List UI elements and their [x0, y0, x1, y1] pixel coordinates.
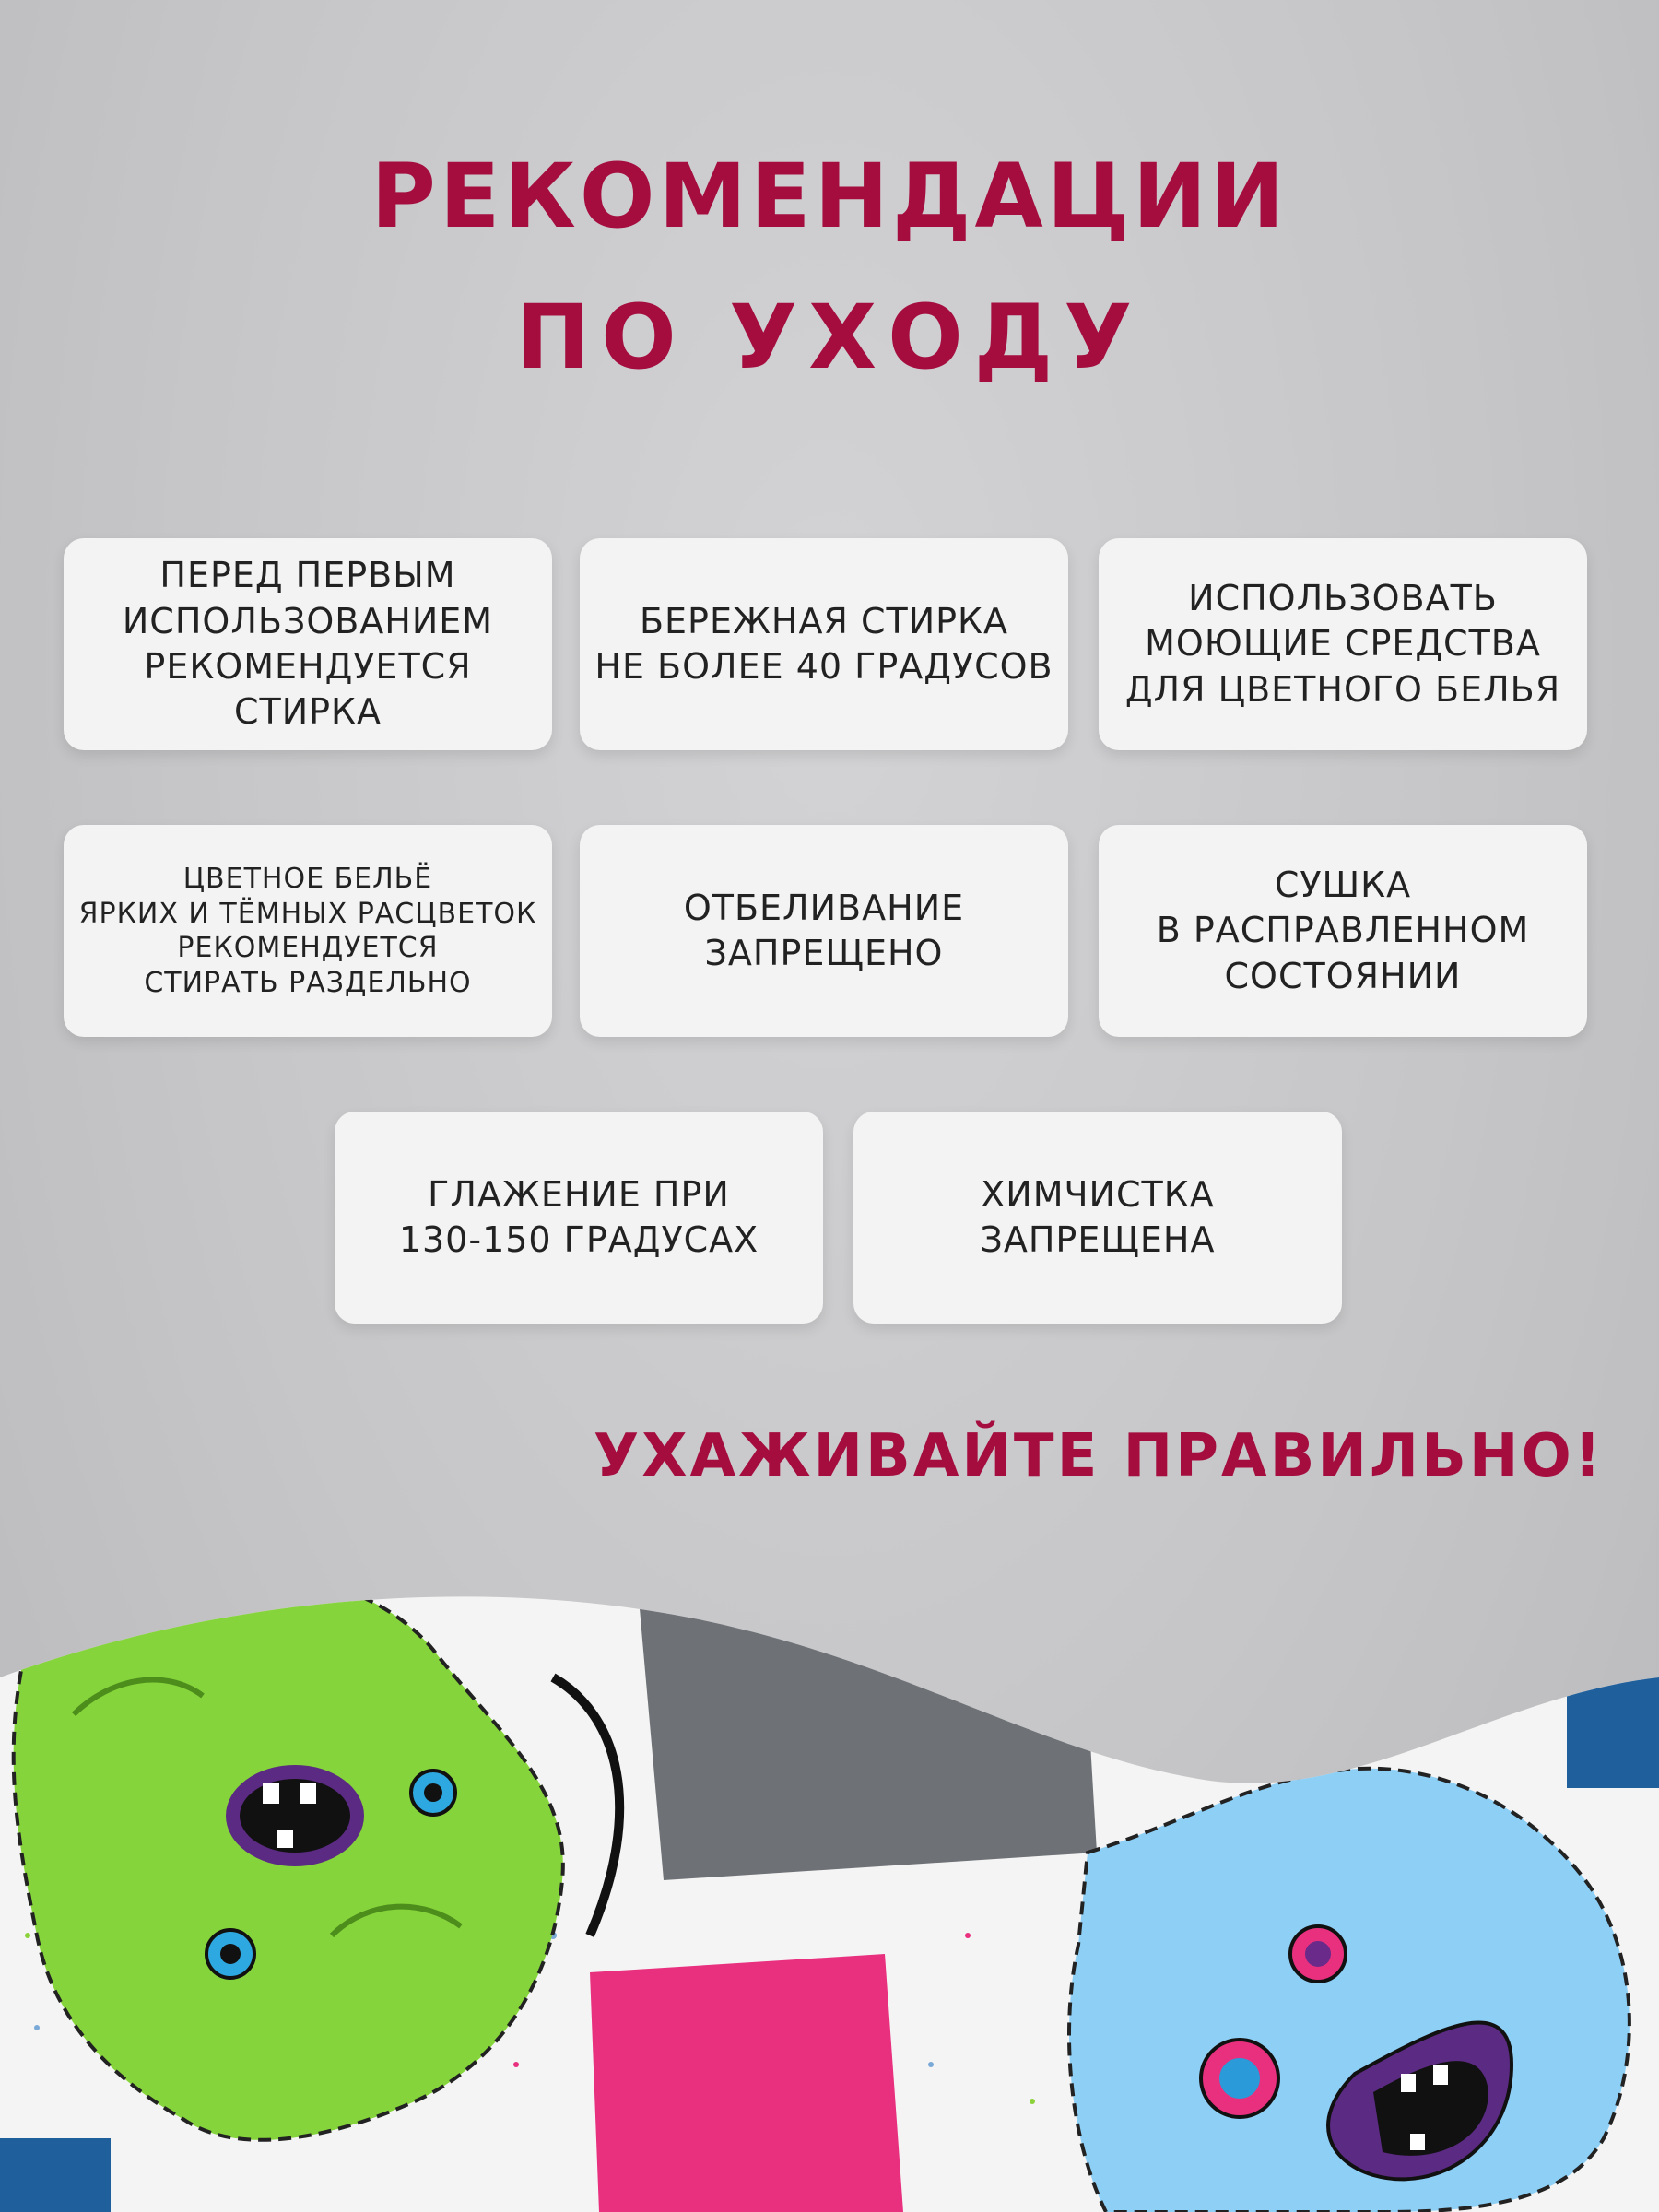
page-title-line-1: РЕКОМЕНДАЦИИ [371, 145, 1288, 248]
care-card-no-bleach: ОТБЕЛИВАНИЕ ЗАПРЕЩЕНО [580, 825, 1068, 1037]
care-card-drying: СУШКА В РАСПРАВЛЕННОМ СОСТОЯНИИ [1099, 825, 1587, 1037]
care-card-prewash: ПЕРЕД ПЕРВЫМ ИСПОЛЬЗОВАНИЕМ РЕКОМЕНДУЕТСЯ СТИРКА [64, 538, 552, 750]
slogan: УХАЖИВАЙТЕ ПРАВИЛЬНО! [593, 1422, 1604, 1490]
fabric-print-image [0, 1548, 1659, 2212]
care-card-detergent: ИСПОЛЬЗОВАТЬ МОЮЩИЕ СРЕДСТВА ДЛЯ ЦВЕТНОГО БЕЛЬЯ [1099, 538, 1587, 750]
care-card-no-dry-cleaning: ХИМЧИСТКА ЗАПРЕЩЕНА [853, 1112, 1342, 1324]
care-card-gentle-wash: БЕРЕЖНАЯ СТИРКА НЕ БОЛЕЕ 40 ГРАДУСОВ [580, 538, 1068, 750]
care-card-separate-wash: ЦВЕТНОЕ БЕЛЬЁ ЯРКИХ И ТЁМНЫХ РАСЦВЕТОК РЕКОМЕНДУЕТСЯ СТИРАТЬ РАЗДЕЛЬНО [64, 825, 552, 1037]
page-title-line-2: ПО УХОДУ [515, 286, 1144, 389]
care-card-ironing: ГЛАЖЕНИЕ ПРИ 130-150 ГРАДУСАХ [335, 1112, 823, 1324]
